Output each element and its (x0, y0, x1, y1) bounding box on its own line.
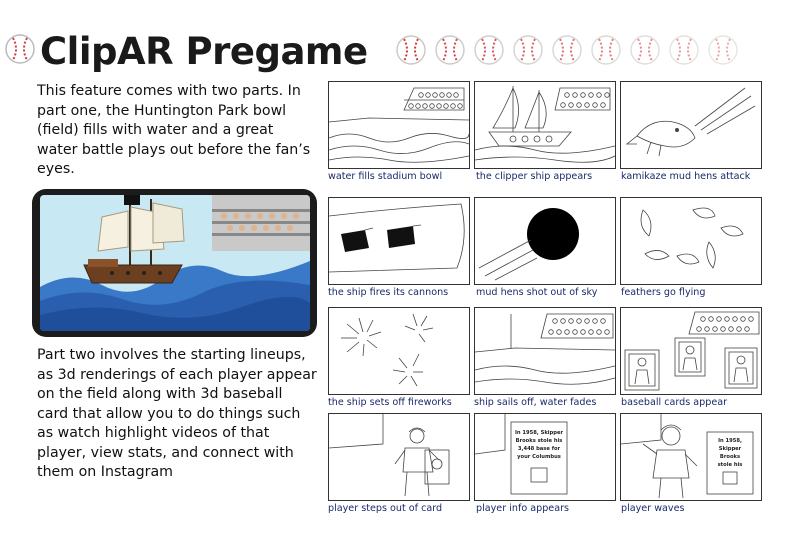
baseball-row (395, 34, 739, 66)
player-info-card-line: In 1958, Skipper (514, 430, 564, 436)
caption-fireworks: the ship sets off fireworks (328, 397, 452, 408)
storyboard-panel-fires-cannons (328, 197, 470, 285)
storyboard-panel-mud-hens (620, 81, 762, 169)
shot-down-sketch (475, 198, 615, 284)
caption-player-steps-out: player steps out of card (328, 503, 443, 514)
caption-baseball-cards: baseball cards appear (621, 397, 728, 408)
caption-water-fills: water fills stadium bowl (328, 171, 443, 182)
baseball-icon (434, 34, 466, 66)
page-title: ClipAR Pregame (40, 29, 368, 73)
cannons-sketch (329, 198, 469, 284)
caption-mud-hens: kamikaze mud hens attack (621, 171, 751, 182)
player-info-card-line: Brooks stole his (515, 438, 563, 444)
storyboard-panel-baseball-cards (620, 307, 762, 395)
player-waves-card-line: In 1958, (718, 438, 742, 444)
baseball-icon (629, 34, 661, 66)
caption-feathers: feathers go flying (621, 287, 706, 298)
water-fills-sketch (329, 82, 469, 168)
player-info-card-line: 3,448 base for (517, 446, 561, 452)
player-steps-out-sketch (329, 414, 469, 500)
player-waves-card-line: Skipper (718, 446, 742, 452)
storyboard-panel-player-info (474, 413, 616, 501)
player-info-card-line: your Columbus (517, 454, 561, 460)
caption-shot-down: mud hens shot out of sky (476, 287, 598, 298)
storyboard-panel-clipper-ship (474, 81, 616, 169)
baseball-cards-sketch (621, 308, 761, 394)
fireworks-sketch (329, 308, 469, 394)
sails-off-sketch (475, 308, 615, 394)
caption-sails-off: ship sails off, water fades (474, 397, 597, 408)
player-info-sketch (475, 414, 615, 500)
player-waves-card-line: Brooks (719, 454, 741, 460)
storyboard-panel-player-steps-out (328, 413, 470, 501)
baseball-icon (590, 34, 622, 66)
clipper-ship-sketch (475, 82, 615, 168)
caption-player-info: player info appears (476, 503, 570, 514)
phone-illustration (32, 189, 317, 337)
baseball-icon (395, 34, 427, 66)
caption-clipper-ship: the clipper ship appears (476, 171, 593, 182)
storyboard-panel-player-waves (620, 413, 762, 501)
baseball-icon (551, 34, 583, 66)
storyboard-panel-ship-sails-off (474, 307, 616, 395)
caption-player-waves: player waves (621, 503, 685, 514)
baseball-icon (473, 34, 505, 66)
baseball-icon (668, 34, 700, 66)
mud-hen-sketch (621, 82, 761, 168)
player-waves-sketch (621, 414, 761, 500)
part-two-paragraph: Part two involves the starting lineups, as 3d renderings of each player appear on the field along with 3d baseball card that allow you to do things such as watch highlight videos of that player, view stats, and connect with them on Instagram (37, 347, 317, 480)
baseball-icon (4, 33, 36, 65)
storyboard-panel-shot-down (474, 197, 616, 285)
baseball-icon (512, 34, 544, 66)
storyboard-panel-water-fills (328, 81, 470, 169)
intro-paragraph: This feature comes with two parts. In part one, the Huntington Park bowl (field) fills with water and a great water battle plays out before the fan’s eyes. (37, 83, 311, 177)
storyboard-panel-feathers (620, 197, 762, 285)
baseball-icon (707, 34, 739, 66)
storyboard-panel-fireworks (328, 307, 470, 395)
caption-fires-cannons: the ship fires its cannons (328, 287, 449, 298)
feathers-sketch (621, 198, 761, 284)
player-waves-card-line: stole his (717, 462, 743, 468)
